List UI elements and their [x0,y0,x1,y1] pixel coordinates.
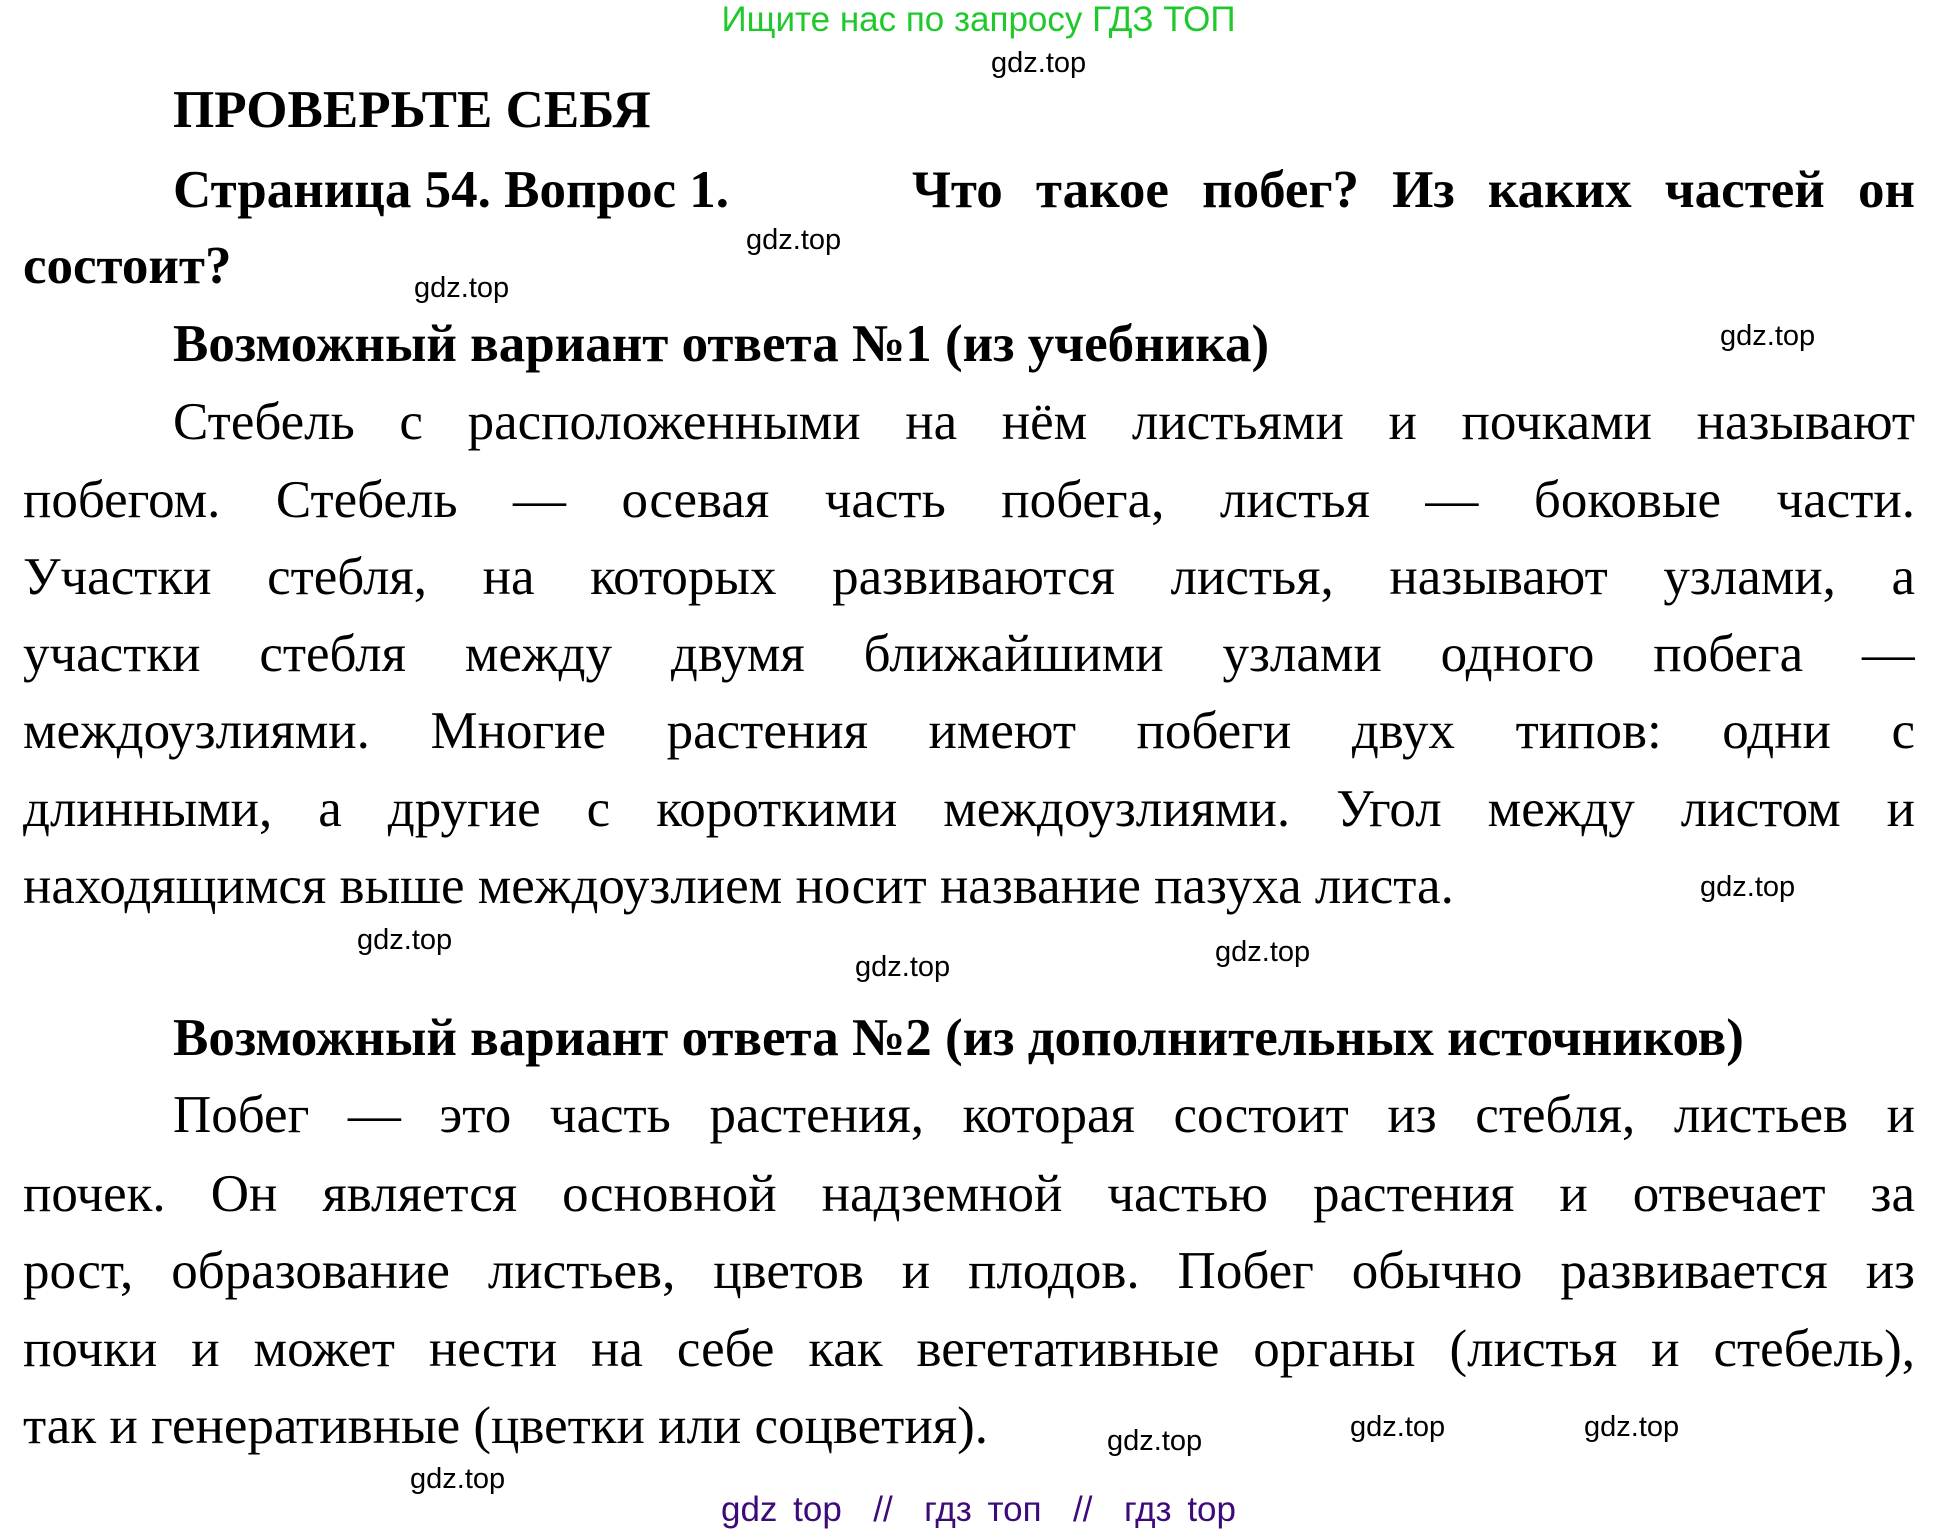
answer1-line: Стебель с расположенными на нём листьями и почками называют [173,393,1915,451]
watermark: gdz.top [746,224,842,256]
answer1-line: Участки стебля, на которых развиваются листья, называют узлами, а [23,548,1915,606]
question-text: Что такое побег? Из каких частей он [912,161,1915,219]
watermark: gdz.top [1720,320,1816,352]
watermark: gdz.top [410,1463,506,1495]
answer1-heading: Возможный вариант ответа №1 (из учебника) [173,315,1270,373]
answer1-line: междоузлиями. Многие растения имеют побеги двух типов: одни с [23,702,1915,760]
answer2-line: Побег — это часть растения, которая состоит из стебля, листьев и [173,1086,1915,1144]
watermark: gdz.top [1700,871,1796,903]
answer1-line: побегом. Стебель — осевая часть побега, листья — боковые части. [23,471,1915,529]
watermark: gdz.top [414,272,510,304]
watermark: gdz.top [1350,1411,1446,1443]
answer2-line: так и генеративные (цветки или соцветия). [23,1397,988,1455]
question-text-continued: состоит? [23,237,232,295]
answer2-line: почек. Он является основной надземной частью растения и отвечает за [23,1165,1915,1223]
answer2-line: почки и может нести на себе как вегетативные органы (листья и стебель), [23,1320,1915,1378]
search-banner: Ищите нас по запросу ГДЗ ТОП [721,0,1236,39]
watermark: gdz.top [1584,1411,1680,1443]
watermark: gdz.top [1215,936,1311,968]
section-title: ПРОВЕРЬТЕ СЕБЯ [173,81,651,139]
answer1-line: участки стебля между двумя ближайшими узлами одного побега — [23,625,1915,683]
watermark: gdz.top [855,951,951,983]
watermark: gdz.top [1107,1425,1203,1457]
question-label: Страница 54. Вопрос 1. [173,161,729,219]
watermark: gdz.top [991,47,1087,79]
watermark: gdz.top [357,924,453,956]
footer-links[interactable]: gdz top // гдз топ // гдз top [721,1490,1236,1529]
answer1-line: находящимся выше междоузлием носит название пазуха листа. [23,857,1454,915]
answer2-heading: Возможный вариант ответа №2 (из дополнительных источников) [173,1009,1744,1067]
answer2-line: рост, образование листьев, цветов и плодов. Побег обычно развивается из [23,1242,1915,1300]
answer1-line: длинными, а другие с короткими междоузлиями. Угол между листом и [23,780,1915,838]
